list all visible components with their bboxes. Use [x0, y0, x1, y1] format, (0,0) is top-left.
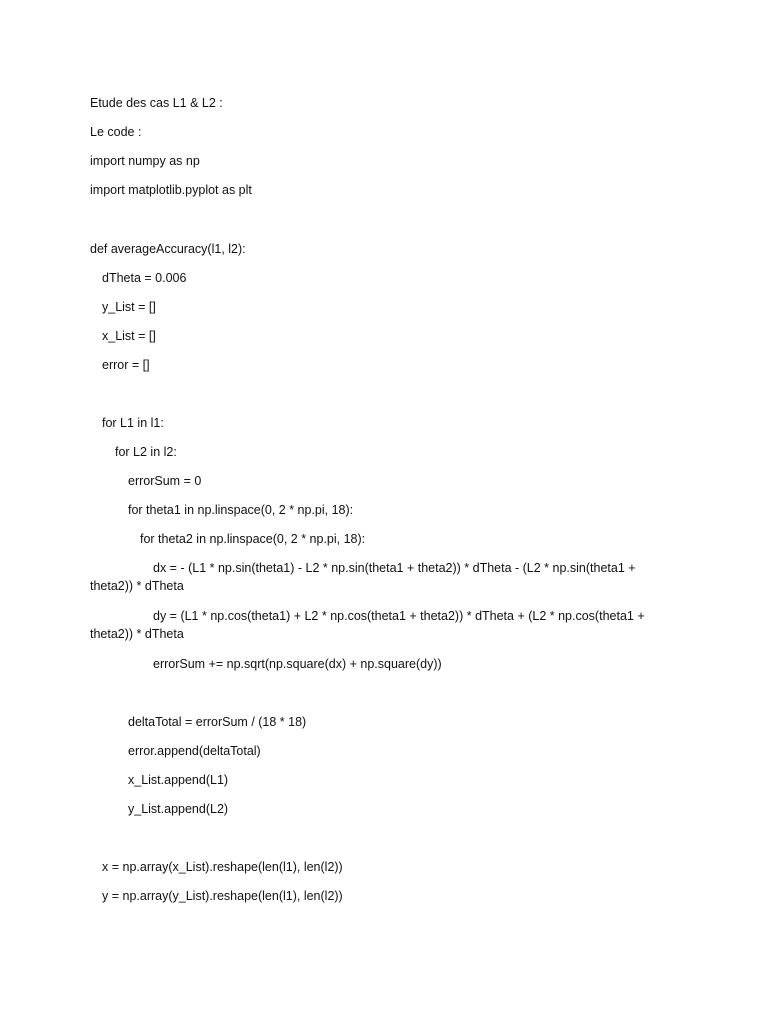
code-line: dx = - (L1 * np.sin(theta1) - L2 * np.sin(theta1 + theta2)) * dTheta - (L2 * np.sin(theta1 + — [153, 561, 636, 575]
code-line: def averageAccuracy(l1, l2): — [90, 242, 246, 256]
code-line: error = [] — [102, 358, 150, 372]
code-line: y_List = [] — [102, 300, 156, 314]
code-line: theta2)) * dTheta — [90, 627, 184, 641]
code-line: import numpy as np — [90, 154, 200, 168]
code-line: error.append(deltaTotal) — [128, 744, 261, 758]
code-line: y = np.array(y_List).reshape(len(l1), len(l2)) — [102, 889, 343, 903]
code-line: dy = (L1 * np.cos(theta1) + L2 * np.cos(theta1 + theta2)) * dTheta + (L2 * np.cos(theta1 + — [153, 609, 645, 623]
code-line: for theta1 in np.linspace(0, 2 * np.pi, 18): — [128, 503, 354, 517]
code-line: for L2 in l2: — [115, 445, 177, 459]
document-heading: Etude des cas L1 & L2 : — [90, 96, 223, 110]
code-line: x_List = [] — [102, 329, 156, 343]
code-line: deltaTotal = errorSum / (18 * 18) — [128, 715, 307, 729]
code-line: y_List.append(L2) — [128, 802, 229, 816]
code-line: x = np.array(x_List).reshape(len(l1), len(l2)) — [102, 860, 343, 874]
code-line: dTheta = 0.006 — [102, 271, 187, 285]
code-line: for theta2 in np.linspace(0, 2 * np.pi, 18): — [140, 532, 366, 546]
code-line: theta2)) * dTheta — [90, 579, 184, 593]
code-line: x_List.append(L1) — [128, 773, 229, 787]
code-line: for L1 in l1: — [102, 416, 164, 430]
code-line: import matplotlib.pyplot as plt — [90, 183, 252, 197]
code-line: errorSum = 0 — [128, 474, 202, 488]
code-line: errorSum += np.sqrt(np.square(dx) + np.square(dy)) — [153, 657, 442, 671]
code-label: Le code : — [90, 125, 142, 139]
